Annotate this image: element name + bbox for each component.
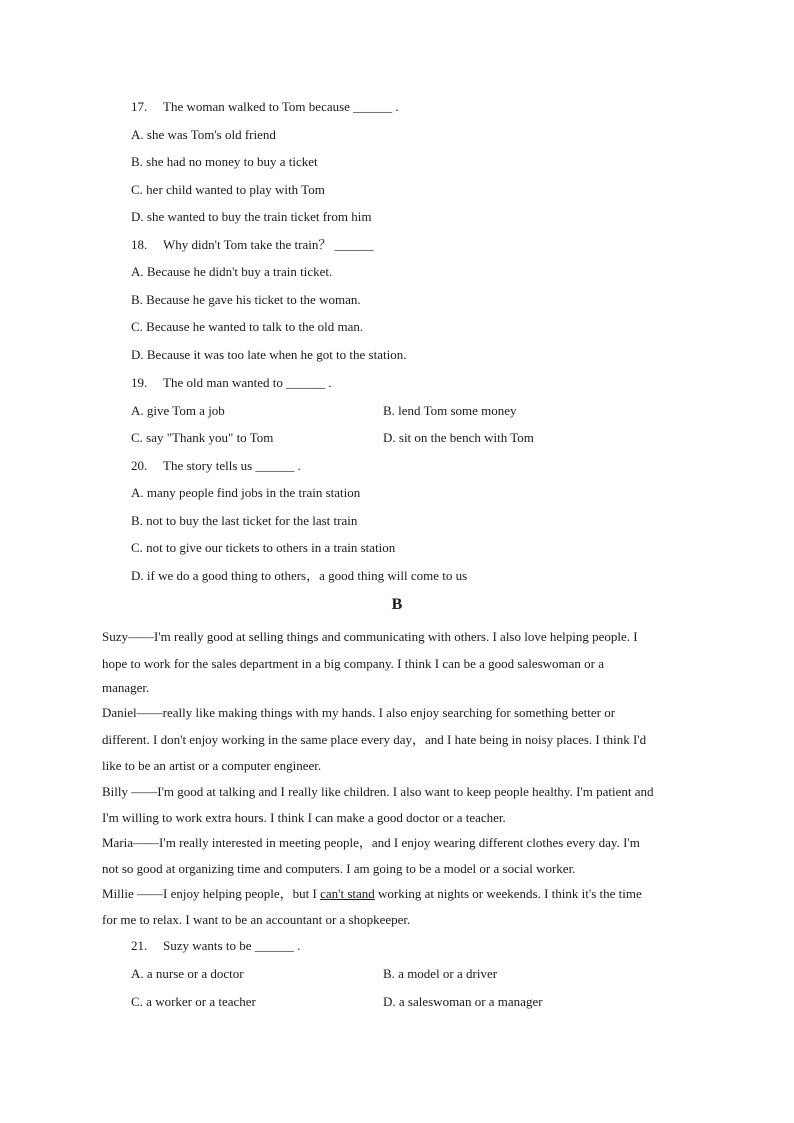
option-17-c: C. her child wanted to play with Tom <box>131 182 325 197</box>
underlined-phrase: can't stand <box>320 886 375 901</box>
maria-line-1: Maria——I'm really interested in meeting people，and I enjoy wearing different clothes every day. I'm <box>102 835 640 850</box>
question-17 <box>131 99 399 115</box>
millie-line-2: for me to relax. I want to be an accountant or a shopkeeper. <box>102 912 411 927</box>
option-21-b: B. a model or a driver <box>383 966 498 981</box>
billy-line-2: I'm willing to work extra hours. I think I can make a good doctor or a teacher. <box>102 810 506 825</box>
billy-line-1: Billy ——I'm good at talking and I really like children. I also want to keep people healthy. I'm patient and <box>102 784 654 799</box>
maria-line-2: not so good at organizing time and computers. I am going to be a model or a social worker. <box>102 861 576 876</box>
option-17-a: A. she was Tom's old friend <box>131 127 276 142</box>
question-stem: Why didn't Tom take the train？ ______ <box>163 237 374 252</box>
question-18 <box>131 237 374 253</box>
question-21 <box>131 938 300 954</box>
question-number: 18. <box>131 237 148 252</box>
option-21-d: D. a saleswoman or a manager <box>383 994 543 1009</box>
question-number: 17. <box>131 99 148 114</box>
option-18-c: C. Because he wanted to talk to the old man. <box>131 319 364 334</box>
question-number: 19. <box>131 375 148 390</box>
question-stem: Suzy wants to be ______ . <box>163 938 301 953</box>
suzy-line-1: Suzy——I'm really good at selling things and communicating with others. I also love helping people. I <box>102 629 638 644</box>
question-19 <box>131 375 332 391</box>
millie-line-1 <box>102 886 692 902</box>
option-17-d: D. she wanted to buy the train ticket from him <box>131 209 372 224</box>
option-21-a: A. a nurse or a doctor <box>131 966 244 981</box>
option-19-a: A. give Tom a job <box>131 403 225 418</box>
option-20-b: B. not to buy the last ticket for the last train <box>131 513 358 528</box>
option-21-c: C. a worker or a teacher <box>131 994 256 1009</box>
daniel-line-1: Daniel——really like making things with my hands. I also enjoy searching for something better or <box>102 705 616 720</box>
option-20-c: C. not to give our tickets to others in a train station <box>131 540 396 555</box>
millie-text-start: Millie ——I enjoy helping people，but I <box>102 886 321 901</box>
option-19-d: D. sit on the bench with Tom <box>383 430 534 445</box>
option-17-b: B. she had no money to buy a ticket <box>131 154 318 169</box>
option-19-c: C. say "Thank you" to Tom <box>131 430 274 445</box>
option-20-d: D. if we do a good thing to others，a good thing will come to us <box>131 568 468 583</box>
suzy-line-2: hope to work for the sales department in a big company. I think I can be a good saleswoman or a <box>102 656 605 671</box>
option-18-b: B. Because he gave his ticket to the woman. <box>131 292 361 307</box>
question-stem: The story tells us ______ . <box>163 458 301 473</box>
suzy-line-3: manager. <box>102 680 150 695</box>
daniel-line-3: like to be an artist or a computer engineer. <box>102 758 322 773</box>
option-18-a: A. Because he didn't buy a train ticket. <box>131 264 333 279</box>
section-title: B <box>391 596 403 613</box>
question-stem: The woman walked to Tom because ______ . <box>163 99 399 114</box>
question-stem: The old man wanted to ______ . <box>163 375 332 390</box>
question-number: 20. <box>131 458 148 473</box>
millie-text-end: working at nights or weekends. I think it's the time <box>374 886 642 901</box>
question-number: 21. <box>131 938 148 953</box>
daniel-line-2: different. I don't enjoy working in the same place every day，and I hate being in noisy places. I think I'd <box>102 732 647 747</box>
option-19-b: B. lend Tom some money <box>383 403 517 418</box>
option-20-a: A. many people find jobs in the train station <box>131 485 361 500</box>
option-18-d: D. Because it was too late when he got to the station. <box>131 347 407 362</box>
question-20 <box>131 458 301 474</box>
